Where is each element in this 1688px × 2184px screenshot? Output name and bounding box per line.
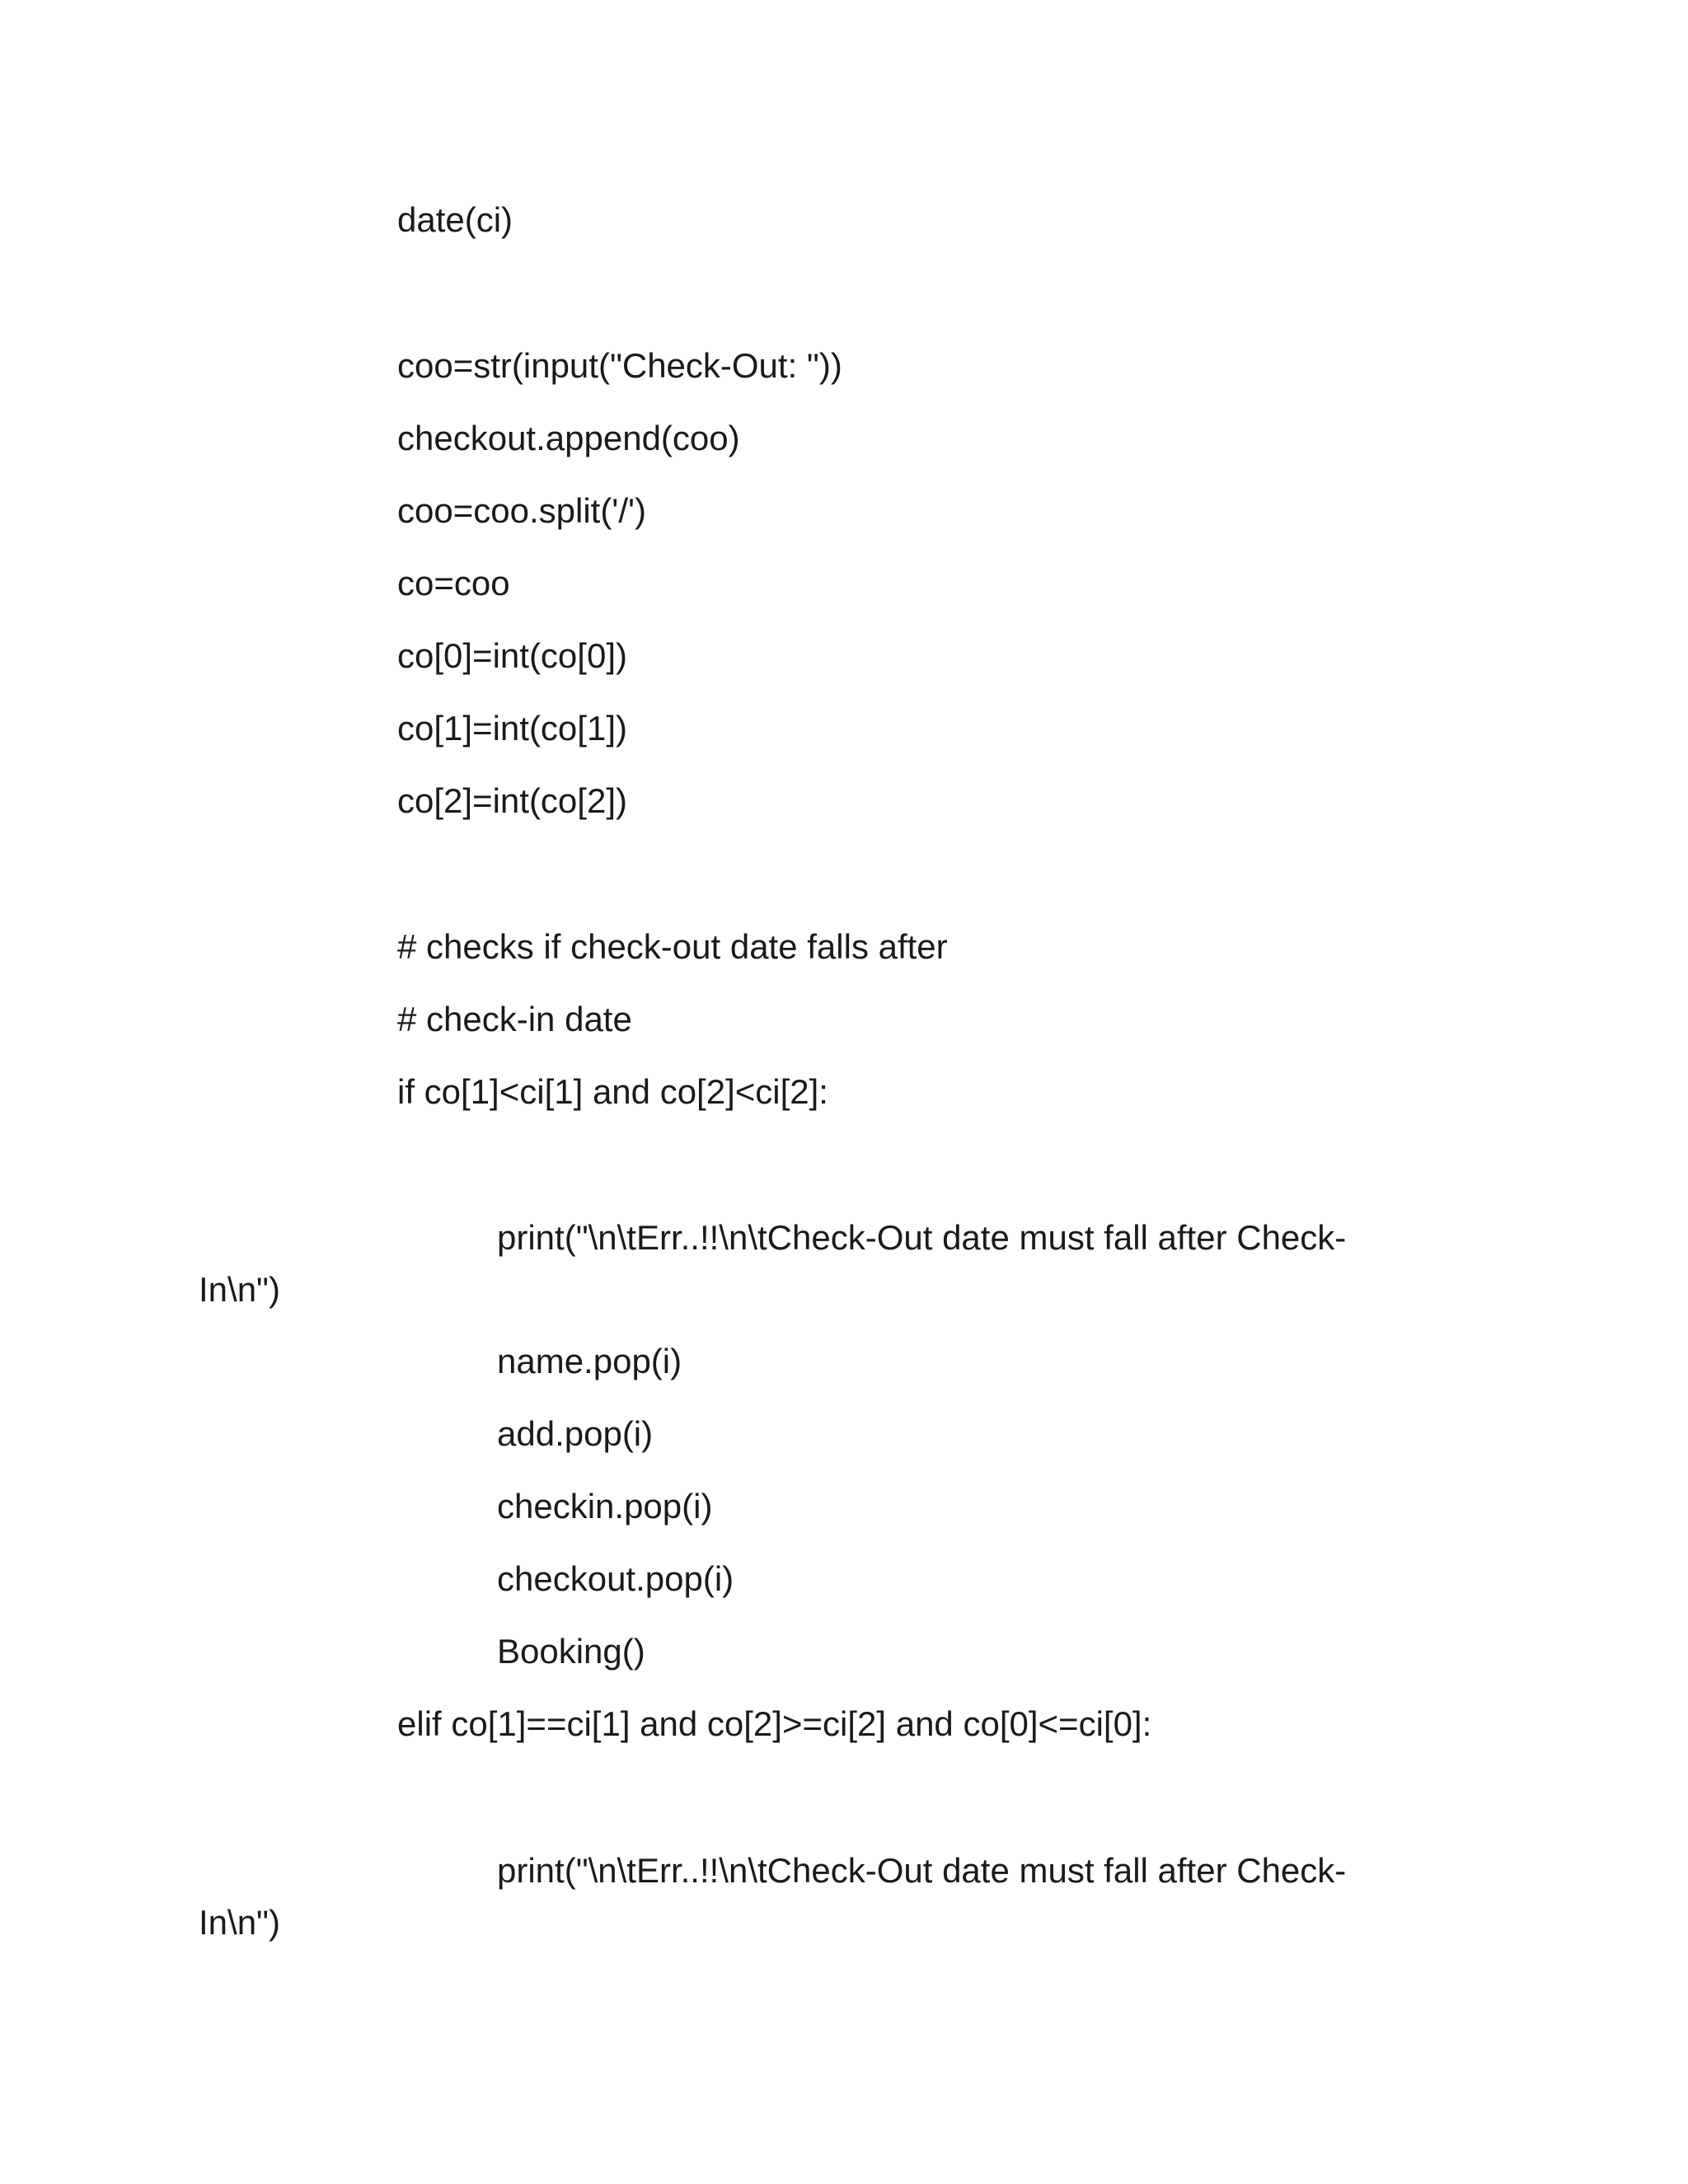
- code-line: Booking(): [497, 1632, 645, 1671]
- code-line-wrap: In\n"): [199, 1270, 280, 1309]
- code-line: checkout.pop(i): [497, 1559, 734, 1598]
- code-line: co[2]=int(co[2]): [397, 781, 627, 820]
- code-line: date(ci): [397, 200, 513, 239]
- code-line: co=coo: [397, 564, 510, 602]
- code-line: name.pop(i): [497, 1342, 682, 1380]
- code-line: print("\n\tErr..!!\n\tCheck-Out date must fall after Check-: [497, 1851, 1347, 1890]
- code-line: elif co[1]==ci[1] and co[2]>=ci[2] and co[0]<=ci[0]:: [397, 1704, 1152, 1743]
- code-line: if co[1]<ci[1] and co[2]<ci[2]:: [397, 1072, 828, 1111]
- code-line: add.pop(i): [497, 1414, 654, 1453]
- code-line: co[0]=int(co[0]): [397, 636, 627, 675]
- code-line: coo=coo.split('/'): [397, 491, 646, 530]
- code-line: checkout.append(coo): [397, 419, 740, 457]
- code-line-wrap: In\n"): [199, 1903, 280, 1942]
- code-line: coo=str(input("Check-Out: ")): [397, 346, 842, 385]
- code-line: print("\n\tErr..!!\n\tCheck-Out date must fall after Check-: [497, 1218, 1347, 1257]
- code-comment: # check-in date: [397, 1000, 632, 1038]
- code-comment: # checks if check-out date falls after: [397, 927, 948, 966]
- code-line: checkin.pop(i): [497, 1487, 713, 1526]
- code-line: co[1]=int(co[1]): [397, 709, 627, 748]
